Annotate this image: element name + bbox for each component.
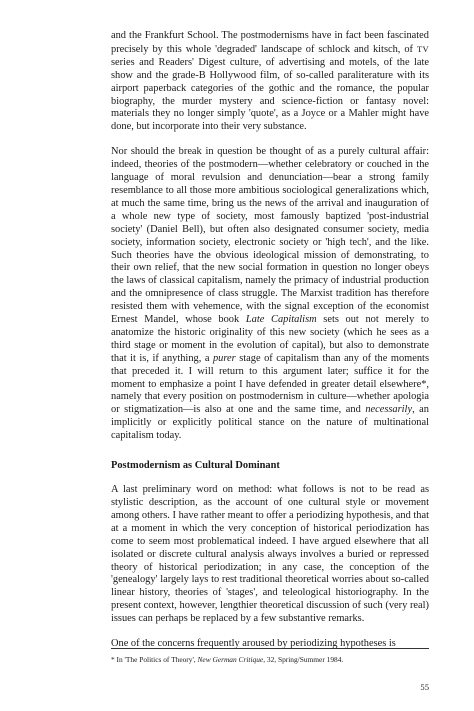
footnote-divider (111, 648, 429, 649)
paragraph-2-part-2: sets out not merely to anatomize the historic originality of this new society (which he sees as a third stage or moment in the evolution of capital), but also to demonstrate that it is, if anything, a (111, 314, 430, 364)
paragraph-1: and the Frankfurt School. The postmodernisms have in fact been fascinated precisely by this whole 'degraded' landscape of schlock and kitsch, of TV series and Readers' Digest culture, of advertising and motels, of the late show and the grade-B Hollywood film, of so-called paraliterature with its airport paperback categories of the gothic and the romance, the popular biography, the murder mystery and science-fiction or fantasy novel: materials they no longer simply 'quote', as a Joyce or a Mahler might have done, but incorporate into their very substance. (111, 30, 429, 133)
paragraph-2-part-3: stage of capitalism than any of the moments that preceded it. I will return to this argument later; suffice it for the moment to emphasize a point I have defended in greater detail elsewhere*, namely that every position on postmodernism in culture—whether apologia or stigmatization—is also at one and the same time, and (111, 352, 429, 416)
paragraph-3: A last preliminary word on method: what follows is not to be read as stylistic description, as the account of one cultural style or movement among others. I have rather meant to offer a periodizing hypothesis, and that at a moment in which the very conception of historical periodization has come to seem most problematical indeed. I have argued elsewhere that all isolated or discrete cultural analysis always involves a buried or repressed theory of historical periodization; in any case, the conception of the 'genealogy' largely lays to rest traditional theoretical worries about so-called linear history, theories of 'stages', and teleological historiography. In the present context, however, lengthier theoretical discussion of such (very real) issues can perhaps be replaced by a few substantive remarks. (111, 484, 429, 625)
page-number: 55 (420, 682, 429, 692)
footnote-prefix: * In 'The Politics of Theory', (111, 655, 198, 664)
footnote-journal-title: New German Critique (197, 655, 264, 664)
paragraph-2 (111, 146, 429, 443)
footnote (111, 655, 429, 664)
section-heading: Postmodernism as Cultural Dominant (111, 460, 280, 472)
footnote-suffix: , 32, Spring/Summer 1984. (263, 655, 344, 664)
paragraph-2-part-1: Nor should the break in question be thought of as a purely cultural affair: indeed, theories of the postmodern—whether celebratory or couched in the language of moral revulsion and denunciation—bear a strong family resemblance to all those more ambitious sociological generalizations which, at much the same time, bring us the news of the arrival and inauguration of a whole new type of society, most famously baptized 'post-industrial society' (Daniel Bell), but often also designated consumer society, media society, information society, electronic society or 'high tech', and the like. Such theories have the obvious ideological mission of demonstrating, to their own relief, that the new social formation in question no longer obeys the laws of classical capitalism, namely the primacy of industrial production and the omnipresence of class struggle. The Marxist tradition has therefore resisted them with vehemence, with the signal exception of the economist Ernest Mandel, whose book (111, 146, 429, 326)
paragraph-4: One of the concerns frequently aroused by periodizing hypotheses is (111, 638, 396, 650)
book-title-late-capitalism: Late Capitalism (245, 314, 317, 326)
small-caps-tv: TV (416, 43, 429, 54)
emphasis-purer: purer (212, 352, 236, 364)
paragraph-2-part-4: , an implicitly or explicitly political stance on the nature of multinational capitalism today. (111, 404, 429, 442)
main-text-column (111, 30, 429, 651)
emphasis-necessarily: necessarily (365, 404, 413, 416)
